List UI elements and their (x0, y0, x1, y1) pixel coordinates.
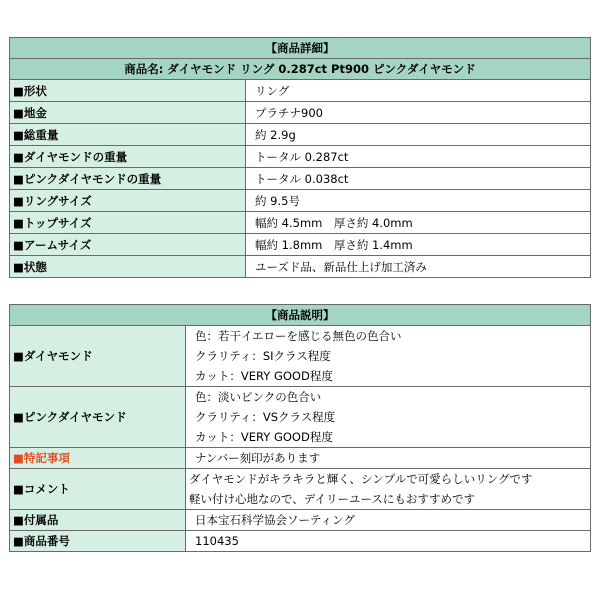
row-value: 幅約 4.5mm 厚さ約 4.0mm (246, 212, 591, 234)
table-row (10, 234, 591, 256)
row-value: 約 9.5号 (246, 190, 591, 212)
diamond-details (186, 326, 591, 387)
diamond-label: ■ダイヤモンド (10, 326, 186, 387)
table-row (10, 80, 591, 102)
table-row (10, 531, 591, 552)
notes-label: ■特記事項 (10, 448, 186, 469)
pink-diamond-label: ■ピンクダイヤモンド (10, 387, 186, 448)
table-row (10, 469, 591, 510)
comment-line: 軽い付け心地なので、デイリーユースにもおすすめです (189, 492, 476, 506)
detail-line: カット：VERY GOOD程度 (195, 430, 333, 444)
row-label: ■アームサイズ (10, 234, 246, 256)
comment-text (186, 469, 591, 510)
row-value: 約 2.9g (246, 124, 591, 146)
product-number-label: ■商品番号 (10, 531, 186, 552)
detail-line: クラリティ：SIクラス程度 (195, 349, 331, 363)
table-row (10, 168, 591, 190)
comment-label: ■コメント (10, 469, 186, 510)
table-row (10, 190, 591, 212)
table-row (10, 212, 591, 234)
accessories-cell (186, 510, 591, 531)
accessories-label: ■付属品 (10, 510, 186, 531)
table-row (10, 448, 591, 469)
row-label: ■トップサイズ (10, 212, 246, 234)
pink-diamond-details (186, 387, 591, 448)
table-row (10, 510, 591, 531)
product-description-table (9, 304, 591, 552)
row-label: ■総重量 (10, 124, 246, 146)
row-label: ■形状 (10, 80, 246, 102)
row-label: ■リングサイズ (10, 190, 246, 212)
table-row (10, 124, 591, 146)
detail-line: 色：淡いピンクの色合い (195, 390, 322, 404)
product-number-value: 110435 (195, 534, 239, 548)
table-row (10, 256, 591, 278)
comment-line: ダイヤモンドがキラキラと輝く、シンプルで可愛らしいリングです (189, 472, 533, 486)
row-value: リング (246, 80, 591, 102)
detail-line: カット：VERY GOOD程度 (195, 369, 333, 383)
accessories-value: 日本宝石科学協会ソーティング (195, 513, 355, 527)
row-value: トータル 0.287ct (246, 146, 591, 168)
details-header: 【商品詳細】 (10, 38, 591, 59)
row-value: プラチナ900 (246, 102, 591, 124)
table-row (10, 102, 591, 124)
row-label: ■状態 (10, 256, 246, 278)
detail-line: クラリティ：VSクラス程度 (195, 410, 336, 424)
row-label: ■地金 (10, 102, 246, 124)
notes-value: ナンバー刻印があります (195, 451, 321, 465)
detail-line: 色：若干イエローを感じる無色の色合い (195, 329, 402, 343)
notes-cell (186, 448, 591, 469)
row-label: ■ピンクダイヤモンドの重量 (10, 168, 246, 190)
row-label: ■ダイヤモンドの重量 (10, 146, 246, 168)
description-header: 【商品説明】 (10, 305, 591, 326)
row-value: 幅約 1.8mm 厚さ約 1.4mm (246, 234, 591, 256)
product-number-cell (186, 531, 591, 552)
table-row (10, 146, 591, 168)
row-value: ユーズド品、新品仕上げ加工済み (246, 256, 591, 278)
product-details-table (9, 37, 591, 278)
product-name: 商品名: ダイヤモンド リング 0.287ct Pt900 ピンクダイヤモンド (10, 59, 591, 80)
table-row (10, 326, 591, 387)
row-value: トータル 0.038ct (246, 168, 591, 190)
table-row (10, 387, 591, 448)
